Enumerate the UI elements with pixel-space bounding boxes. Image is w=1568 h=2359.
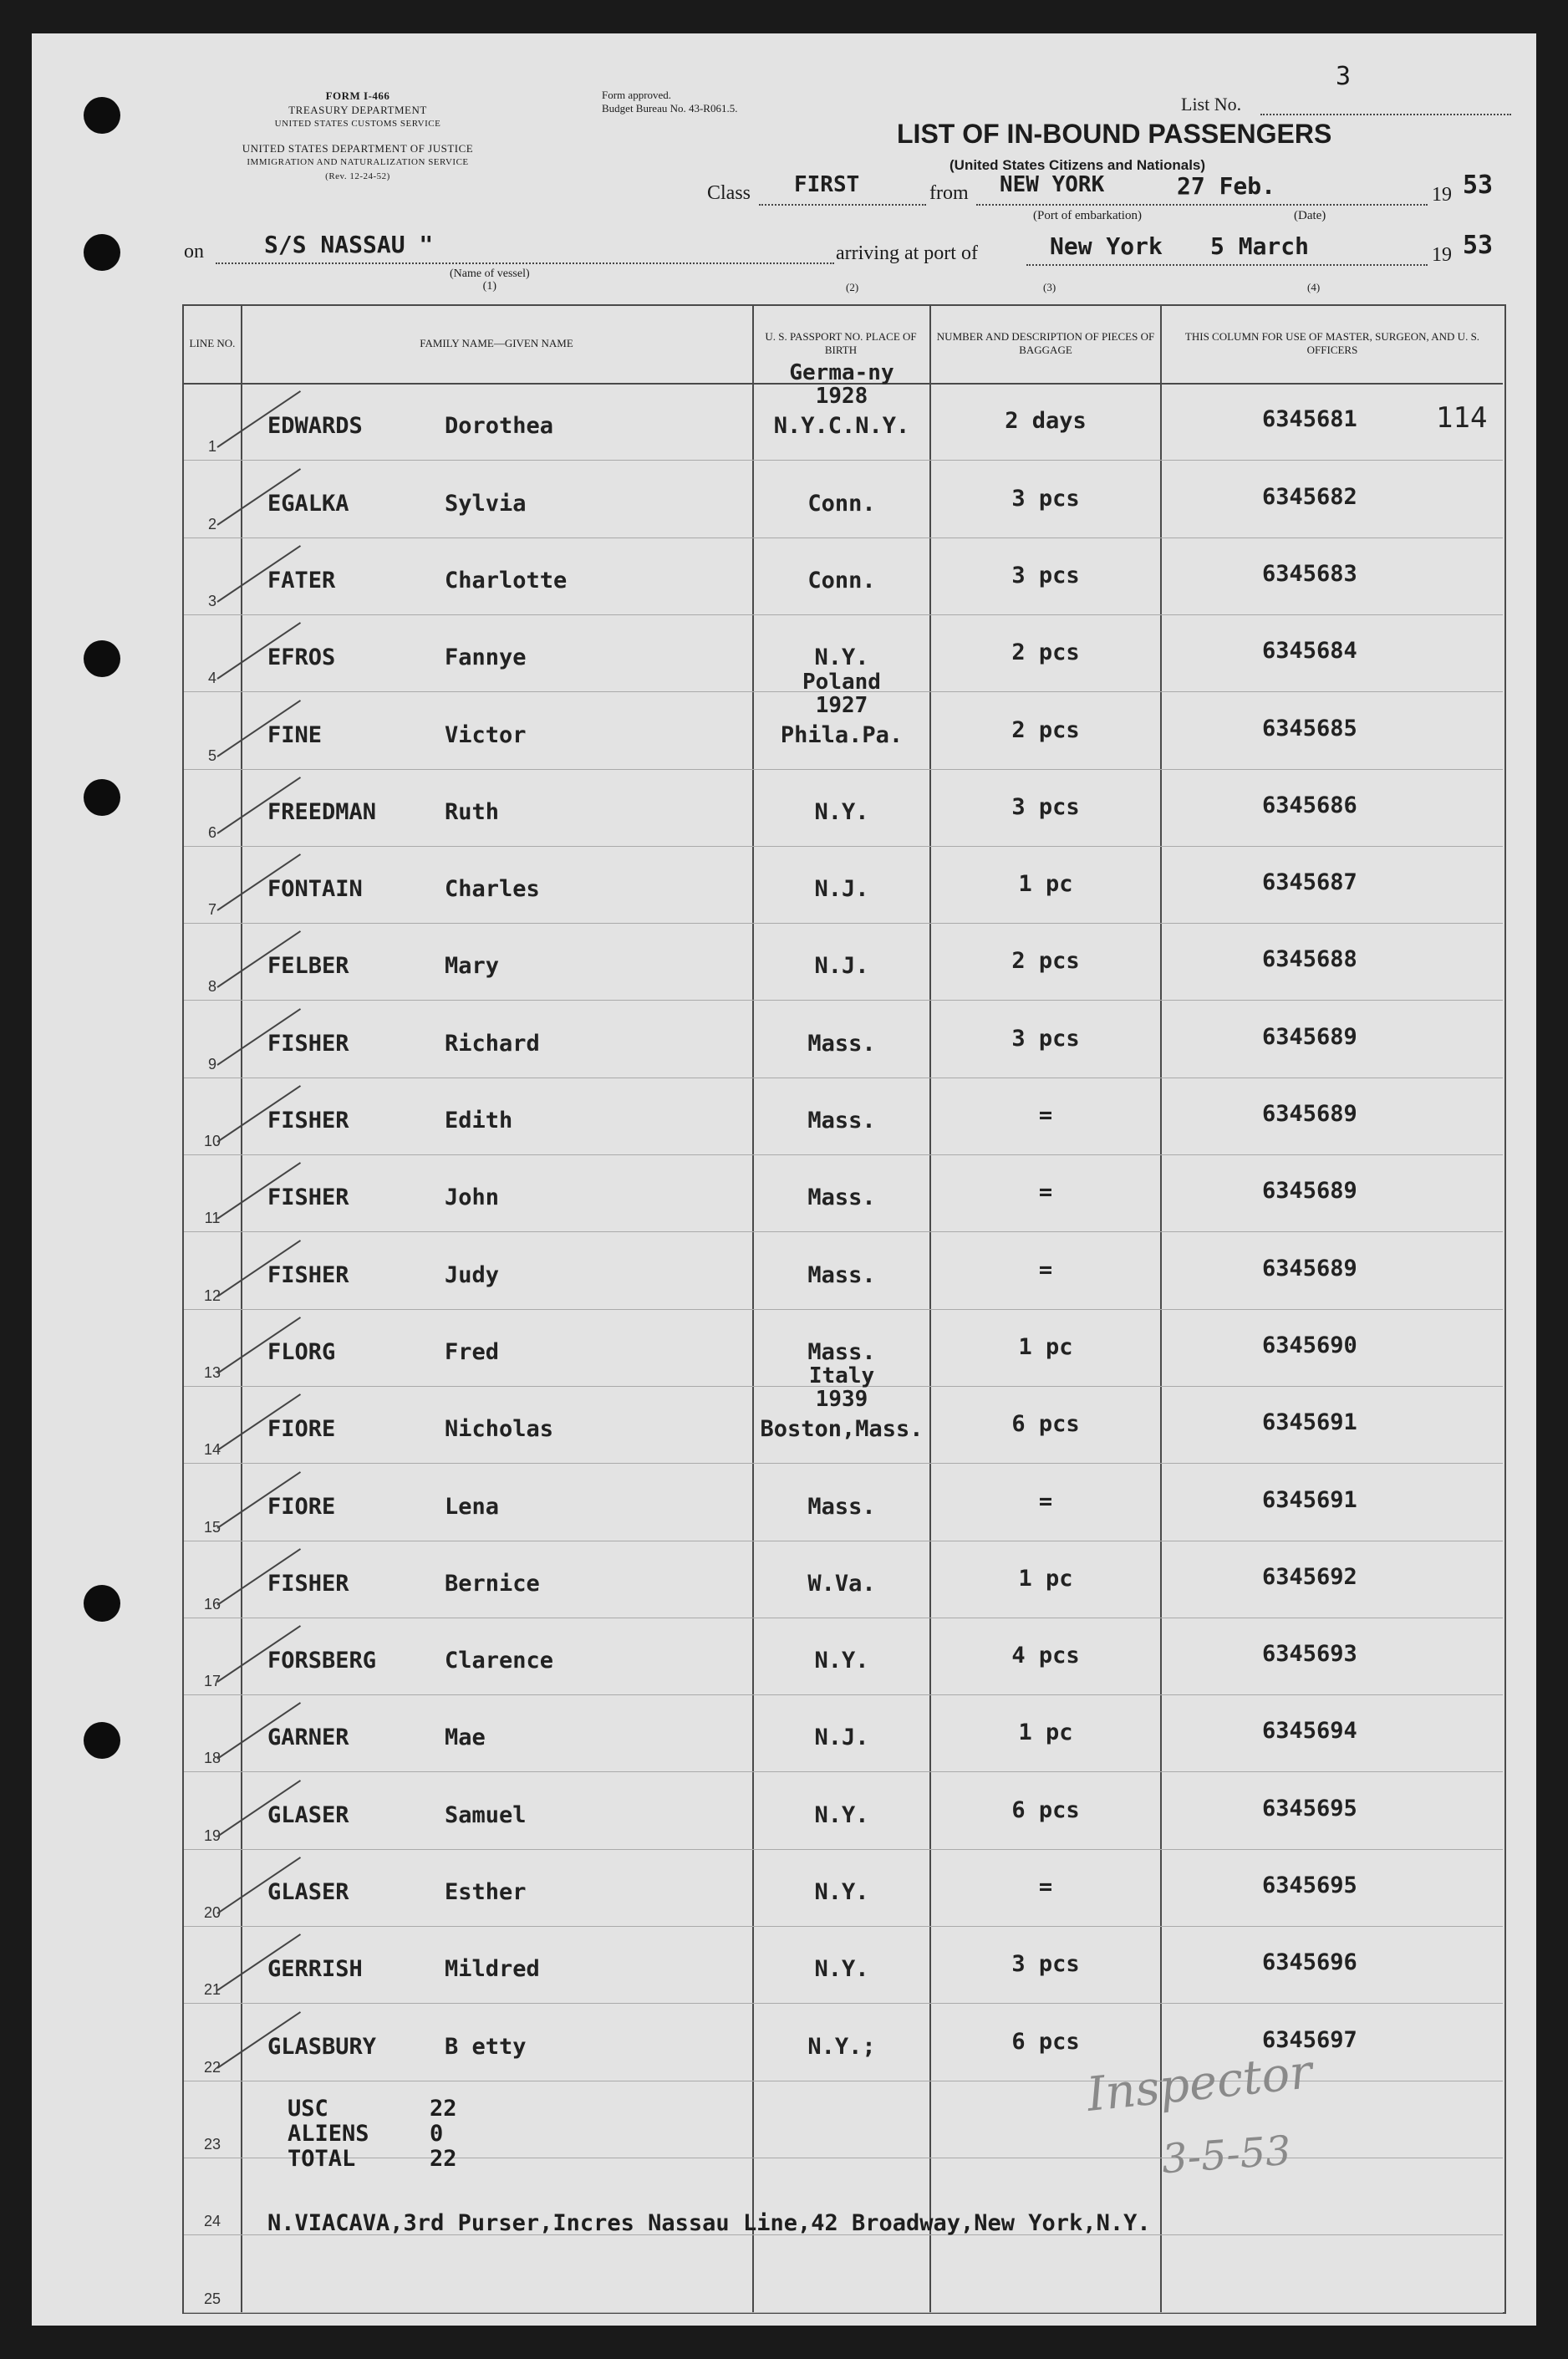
embark-date: 27 Feb. <box>1177 172 1276 200</box>
line-number: 8 <box>207 978 216 996</box>
total-row-total: TOTAL 22 <box>288 2146 457 2172</box>
class-line <box>759 204 926 206</box>
given-name: Judy <box>445 1261 500 1288</box>
place-of-birth: Phila.Pa. <box>780 721 904 748</box>
budget-bureau: Budget Bureau No. 43-R061.5. <box>602 102 738 115</box>
line-number: 23 <box>203 2135 221 2153</box>
row-divider <box>184 1231 1503 1232</box>
baggage: = <box>1038 1180 1053 1206</box>
form-subtitle: (United States Citizens and Nationals) <box>949 157 1206 173</box>
row-divider <box>184 614 1503 615</box>
customs-service: UNITED STATES CUSTOMS SERVICE <box>274 119 441 129</box>
place-of-birth: Mass. <box>807 1108 876 1134</box>
ins-service: IMMIGRATION AND NATURALIZATION SERVICE <box>247 157 469 167</box>
place-of-birth: N.Y. <box>814 1879 869 1905</box>
total-row-aliens: ALIENS 0 <box>288 2121 444 2147</box>
form-title: LIST OF IN-BOUND PASSENGERS <box>897 119 1332 149</box>
baggage: 6 pcs <box>1011 2028 1080 2055</box>
line-number: 14 <box>203 1441 221 1459</box>
family-name: FATER <box>267 567 336 594</box>
baggage: 3 pcs <box>1011 1025 1080 1052</box>
place-of-birth: Conn. <box>807 490 876 517</box>
family-name: FISHER <box>267 1570 349 1597</box>
place-of-birth: W.Va. <box>807 1570 876 1597</box>
place-of-birth: N.Y. <box>814 645 869 671</box>
baggage: = <box>1038 1874 1053 1900</box>
baggage: 6 pcs <box>1011 1411 1080 1438</box>
binder-hole <box>84 97 120 134</box>
form-number: FORM I-466 <box>325 89 390 102</box>
baggage: 3 pcs <box>1011 485 1080 512</box>
family-name: EFROS <box>267 645 336 671</box>
family-name: EGALKA <box>267 490 349 517</box>
place-of-birth: N.Y. <box>814 798 869 825</box>
family-name: FELBER <box>267 953 349 980</box>
ticket-number: 6345686 <box>1262 792 1357 818</box>
revision: (Rev. 12-24-52) <box>325 171 390 181</box>
family-name: GERRISH <box>267 1956 363 1983</box>
baggage: 1 pc <box>1018 1333 1073 1360</box>
line-number: 22 <box>203 2058 221 2076</box>
date-caption: (Date) <box>1294 209 1326 222</box>
ticket-number: 6345689 <box>1262 1101 1357 1127</box>
family-name: FISHER <box>267 1030 349 1057</box>
line-number: 12 <box>203 1286 221 1304</box>
line-number: 16 <box>203 1595 221 1613</box>
col-header-passport: U. S. PASSPORT NO. PLACE OF BIRTH <box>765 330 917 356</box>
line-number: 4 <box>207 670 216 687</box>
caption-num-3: (3) <box>1043 281 1056 293</box>
vessel-line <box>216 262 834 264</box>
ticket-number: 6345685 <box>1262 715 1357 741</box>
arrival-date: 5 March <box>1210 232 1310 260</box>
ticket-number: 6345697 <box>1262 2026 1357 2053</box>
place-of-birth: N.J. <box>814 876 869 903</box>
given-name: Bernice <box>445 1570 540 1597</box>
given-name: Dorothea <box>445 413 554 440</box>
officer-note: 114 <box>1436 401 1488 436</box>
given-name: Ruth <box>445 798 500 825</box>
purser-signature: N.VIACAVA,3rd Purser,Incres Nassau Line,42 Broadway,New York,N.Y. <box>267 2210 1151 2236</box>
caption-num-2: (2) <box>846 281 859 293</box>
row-divider <box>184 769 1503 770</box>
given-name: Esther <box>445 1879 527 1905</box>
row-divider <box>184 2312 1503 2313</box>
binder-hole <box>84 234 120 271</box>
from-port: NEW YORK <box>1000 172 1105 197</box>
place-of-birth: N.Y.C.N.Y. <box>773 413 910 440</box>
binder-hole <box>84 779 120 816</box>
row-divider <box>184 1309 1503 1310</box>
baggage: 6 pcs <box>1011 1796 1080 1823</box>
place-of-birth: N.Y. <box>814 1801 869 1828</box>
arrival-line <box>1026 264 1428 266</box>
birth-country-year: Italy 1939 <box>808 1363 875 1413</box>
given-name: Victor <box>445 721 527 748</box>
row-divider <box>184 1926 1503 1927</box>
family-name: FREEDMAN <box>267 798 377 825</box>
ticket-number: 6345683 <box>1262 560 1357 587</box>
treasury-dept: TREASURY DEPARTMENT <box>288 104 427 116</box>
col-header-baggage: NUMBER AND DESCRIPTION OF PIECES OF BAGGAGE <box>936 330 1155 356</box>
port-caption: (Port of embarkation) <box>1033 209 1142 222</box>
family-name: FONTAIN <box>267 876 363 903</box>
baggage: 2 pcs <box>1011 948 1080 975</box>
given-name: Edith <box>445 1108 513 1134</box>
baggage: 1 pc <box>1018 871 1073 898</box>
ticket-number: 6345695 <box>1262 1872 1357 1898</box>
row-divider <box>184 2003 1503 2004</box>
col-header-line: LINE NO. <box>189 337 236 349</box>
arrival-year: 53 <box>1463 231 1494 260</box>
given-name: Charlotte <box>445 567 568 594</box>
binder-hole <box>84 640 120 677</box>
place-of-birth: N.Y. <box>814 1648 869 1674</box>
family-name: FORSBERG <box>267 1648 377 1674</box>
document-sheet <box>32 33 1536 2326</box>
given-name: Mildred <box>445 1956 540 1983</box>
ticket-number: 6345684 <box>1262 638 1357 665</box>
baggage: 4 pcs <box>1011 1643 1080 1669</box>
arrival-port: New York <box>1050 232 1163 260</box>
line-number: 9 <box>207 1055 216 1073</box>
ticket-number: 6345692 <box>1262 1563 1357 1590</box>
line-number: 15 <box>203 1518 221 1536</box>
row-divider <box>184 460 1503 461</box>
embark-year: 53 <box>1463 171 1494 200</box>
binder-hole <box>84 1722 120 1759</box>
ticket-number: 6345691 <box>1262 1409 1357 1436</box>
line-number: 24 <box>203 2213 221 2230</box>
baggage: 3 pcs <box>1011 1951 1080 1978</box>
list-no-label: List No. <box>1181 94 1242 115</box>
family-name: EDWARDS <box>267 413 363 440</box>
approval-block <box>602 89 737 115</box>
given-name: John <box>445 1185 500 1211</box>
place-of-birth: Mass. <box>807 1261 876 1288</box>
family-name: FIORE <box>267 1493 336 1520</box>
given-name: Richard <box>445 1030 540 1057</box>
family-name: FISHER <box>267 1108 349 1134</box>
line-number: 19 <box>203 1827 221 1844</box>
from-line <box>976 204 1428 206</box>
page-number: 3 <box>1336 62 1352 91</box>
baggage: 2 pcs <box>1011 716 1080 743</box>
line-number: 2 <box>207 515 216 532</box>
family-name: GLASER <box>267 1801 349 1828</box>
totals-block <box>288 2097 457 2172</box>
given-name: Fannye <box>445 645 527 671</box>
ticket-number: 6345689 <box>1262 1023 1357 1050</box>
ticket-number: 6345689 <box>1262 1255 1357 1281</box>
baggage: 2 pcs <box>1011 639 1080 666</box>
baggage: 2 days <box>1005 408 1087 435</box>
ticket-number: 6345690 <box>1262 1332 1357 1358</box>
arriving-label: arriving at port of <box>836 242 978 264</box>
inspector-signature: Inspector <box>1084 2045 1315 2122</box>
row-divider <box>184 1000 1503 1001</box>
place-of-birth: Mass. <box>807 1030 876 1057</box>
col-header-name: FAMILY NAME—GIVEN NAME <box>420 337 573 349</box>
ticket-number: 6345687 <box>1262 869 1357 896</box>
birth-country-year: Poland 1927 <box>802 669 881 718</box>
given-name: B etty <box>445 2033 527 2060</box>
given-name: Mary <box>445 953 500 980</box>
baggage: = <box>1038 1256 1053 1283</box>
place-of-birth: N.Y.; <box>807 2033 876 2060</box>
form-header-block <box>182 89 533 184</box>
caption-num-4: (4) <box>1307 281 1321 293</box>
place-of-birth: Mass. <box>807 1338 876 1365</box>
ticket-number: 6345695 <box>1262 1795 1357 1821</box>
passenger-table <box>182 304 1506 2314</box>
family-name: FIORE <box>267 1416 336 1443</box>
ticket-number: 6345693 <box>1262 1641 1357 1668</box>
given-name: Samuel <box>445 1801 527 1828</box>
col-header-officers: THIS COLUMN FOR USE OF MASTER, SURGEON, AND U. S. OFFICERS <box>1184 330 1480 356</box>
place-of-birth: N.Y. <box>814 1956 869 1983</box>
vessel-name: S/S NASSAU " <box>264 231 434 258</box>
baggage: 1 pc <box>1018 1565 1073 1592</box>
line-number: 21 <box>203 1981 221 1999</box>
binder-hole <box>84 1585 120 1622</box>
row-divider <box>184 1154 1503 1155</box>
justice-dept: UNITED STATES DEPARTMENT OF JUSTICE <box>242 142 474 155</box>
given-name: Clarence <box>445 1648 554 1674</box>
year-prefix-1: 19 <box>1432 184 1452 206</box>
line-number: 1 <box>207 438 216 456</box>
place-of-birth: N.J. <box>814 1725 869 1751</box>
line-number: 13 <box>203 1363 221 1381</box>
ticket-number: 6345691 <box>1262 1486 1357 1513</box>
place-of-birth: N.J. <box>814 953 869 980</box>
class-value: FIRST <box>794 172 860 197</box>
list-no-line <box>1260 114 1511 115</box>
family-name: GLASBURY <box>267 2033 377 2060</box>
place-of-birth: Mass. <box>807 1185 876 1211</box>
inspector-date: 3-5-53 <box>1160 2127 1293 2183</box>
form-approved: Form approved. <box>602 89 672 101</box>
baggage: 3 pcs <box>1011 562 1080 588</box>
line-number: 3 <box>207 592 216 609</box>
given-name: Nicholas <box>445 1416 554 1443</box>
line-number: 10 <box>203 1133 221 1149</box>
line-number: 11 <box>204 1210 221 1227</box>
ticket-number: 6345688 <box>1262 946 1357 973</box>
vessel-caption: (Name of vessel) (1) <box>450 267 530 293</box>
ticket-number: 6345682 <box>1262 483 1357 510</box>
line-number: 6 <box>207 823 216 841</box>
ticket-number: 6345696 <box>1262 1949 1357 1976</box>
family-name: FISHER <box>267 1185 349 1211</box>
from-label: from <box>929 182 969 204</box>
total-row-usc: USC 22 <box>288 2096 457 2122</box>
place-of-birth: Mass. <box>807 1493 876 1520</box>
family-name: FINE <box>267 721 323 748</box>
line-number: 17 <box>203 1673 221 1690</box>
family-name: GARNER <box>267 1725 349 1751</box>
baggage: = <box>1038 1103 1053 1129</box>
ticket-number: 6345689 <box>1262 1178 1357 1205</box>
line-number: 5 <box>207 746 216 764</box>
given-name: Sylvia <box>445 490 527 517</box>
family-name: FLORG <box>267 1338 336 1365</box>
ticket-number: 6345694 <box>1262 1718 1357 1745</box>
row-divider <box>184 923 1503 924</box>
ticket-number: 6345681 <box>1262 406 1357 433</box>
line-number: 7 <box>207 901 216 919</box>
place-of-birth: Conn. <box>807 567 876 594</box>
given-name: Lena <box>445 1493 500 1520</box>
given-name: Charles <box>445 876 540 903</box>
family-name: FISHER <box>267 1261 349 1288</box>
row-divider <box>184 1771 1503 1772</box>
given-name: Fred <box>445 1338 500 1365</box>
line-number: 18 <box>203 1750 221 1767</box>
on-label: on <box>184 241 204 262</box>
given-name: Mae <box>445 1725 486 1751</box>
baggage: 1 pc <box>1018 1720 1073 1746</box>
line-number: 20 <box>203 1904 221 1921</box>
line-number: 25 <box>203 2290 221 2307</box>
row-divider <box>184 846 1503 847</box>
row-divider <box>184 1849 1503 1850</box>
row-divider <box>184 1694 1503 1695</box>
family-name: GLASER <box>267 1879 349 1905</box>
birth-country-year: Germa-ny 1928 <box>789 360 894 410</box>
place-of-birth: Boston,Mass. <box>760 1416 924 1443</box>
class-label: Class <box>707 182 751 204</box>
row-divider <box>184 1463 1503 1464</box>
baggage: 3 pcs <box>1011 793 1080 820</box>
year-prefix-2: 19 <box>1432 244 1452 266</box>
baggage: = <box>1038 1488 1053 1515</box>
